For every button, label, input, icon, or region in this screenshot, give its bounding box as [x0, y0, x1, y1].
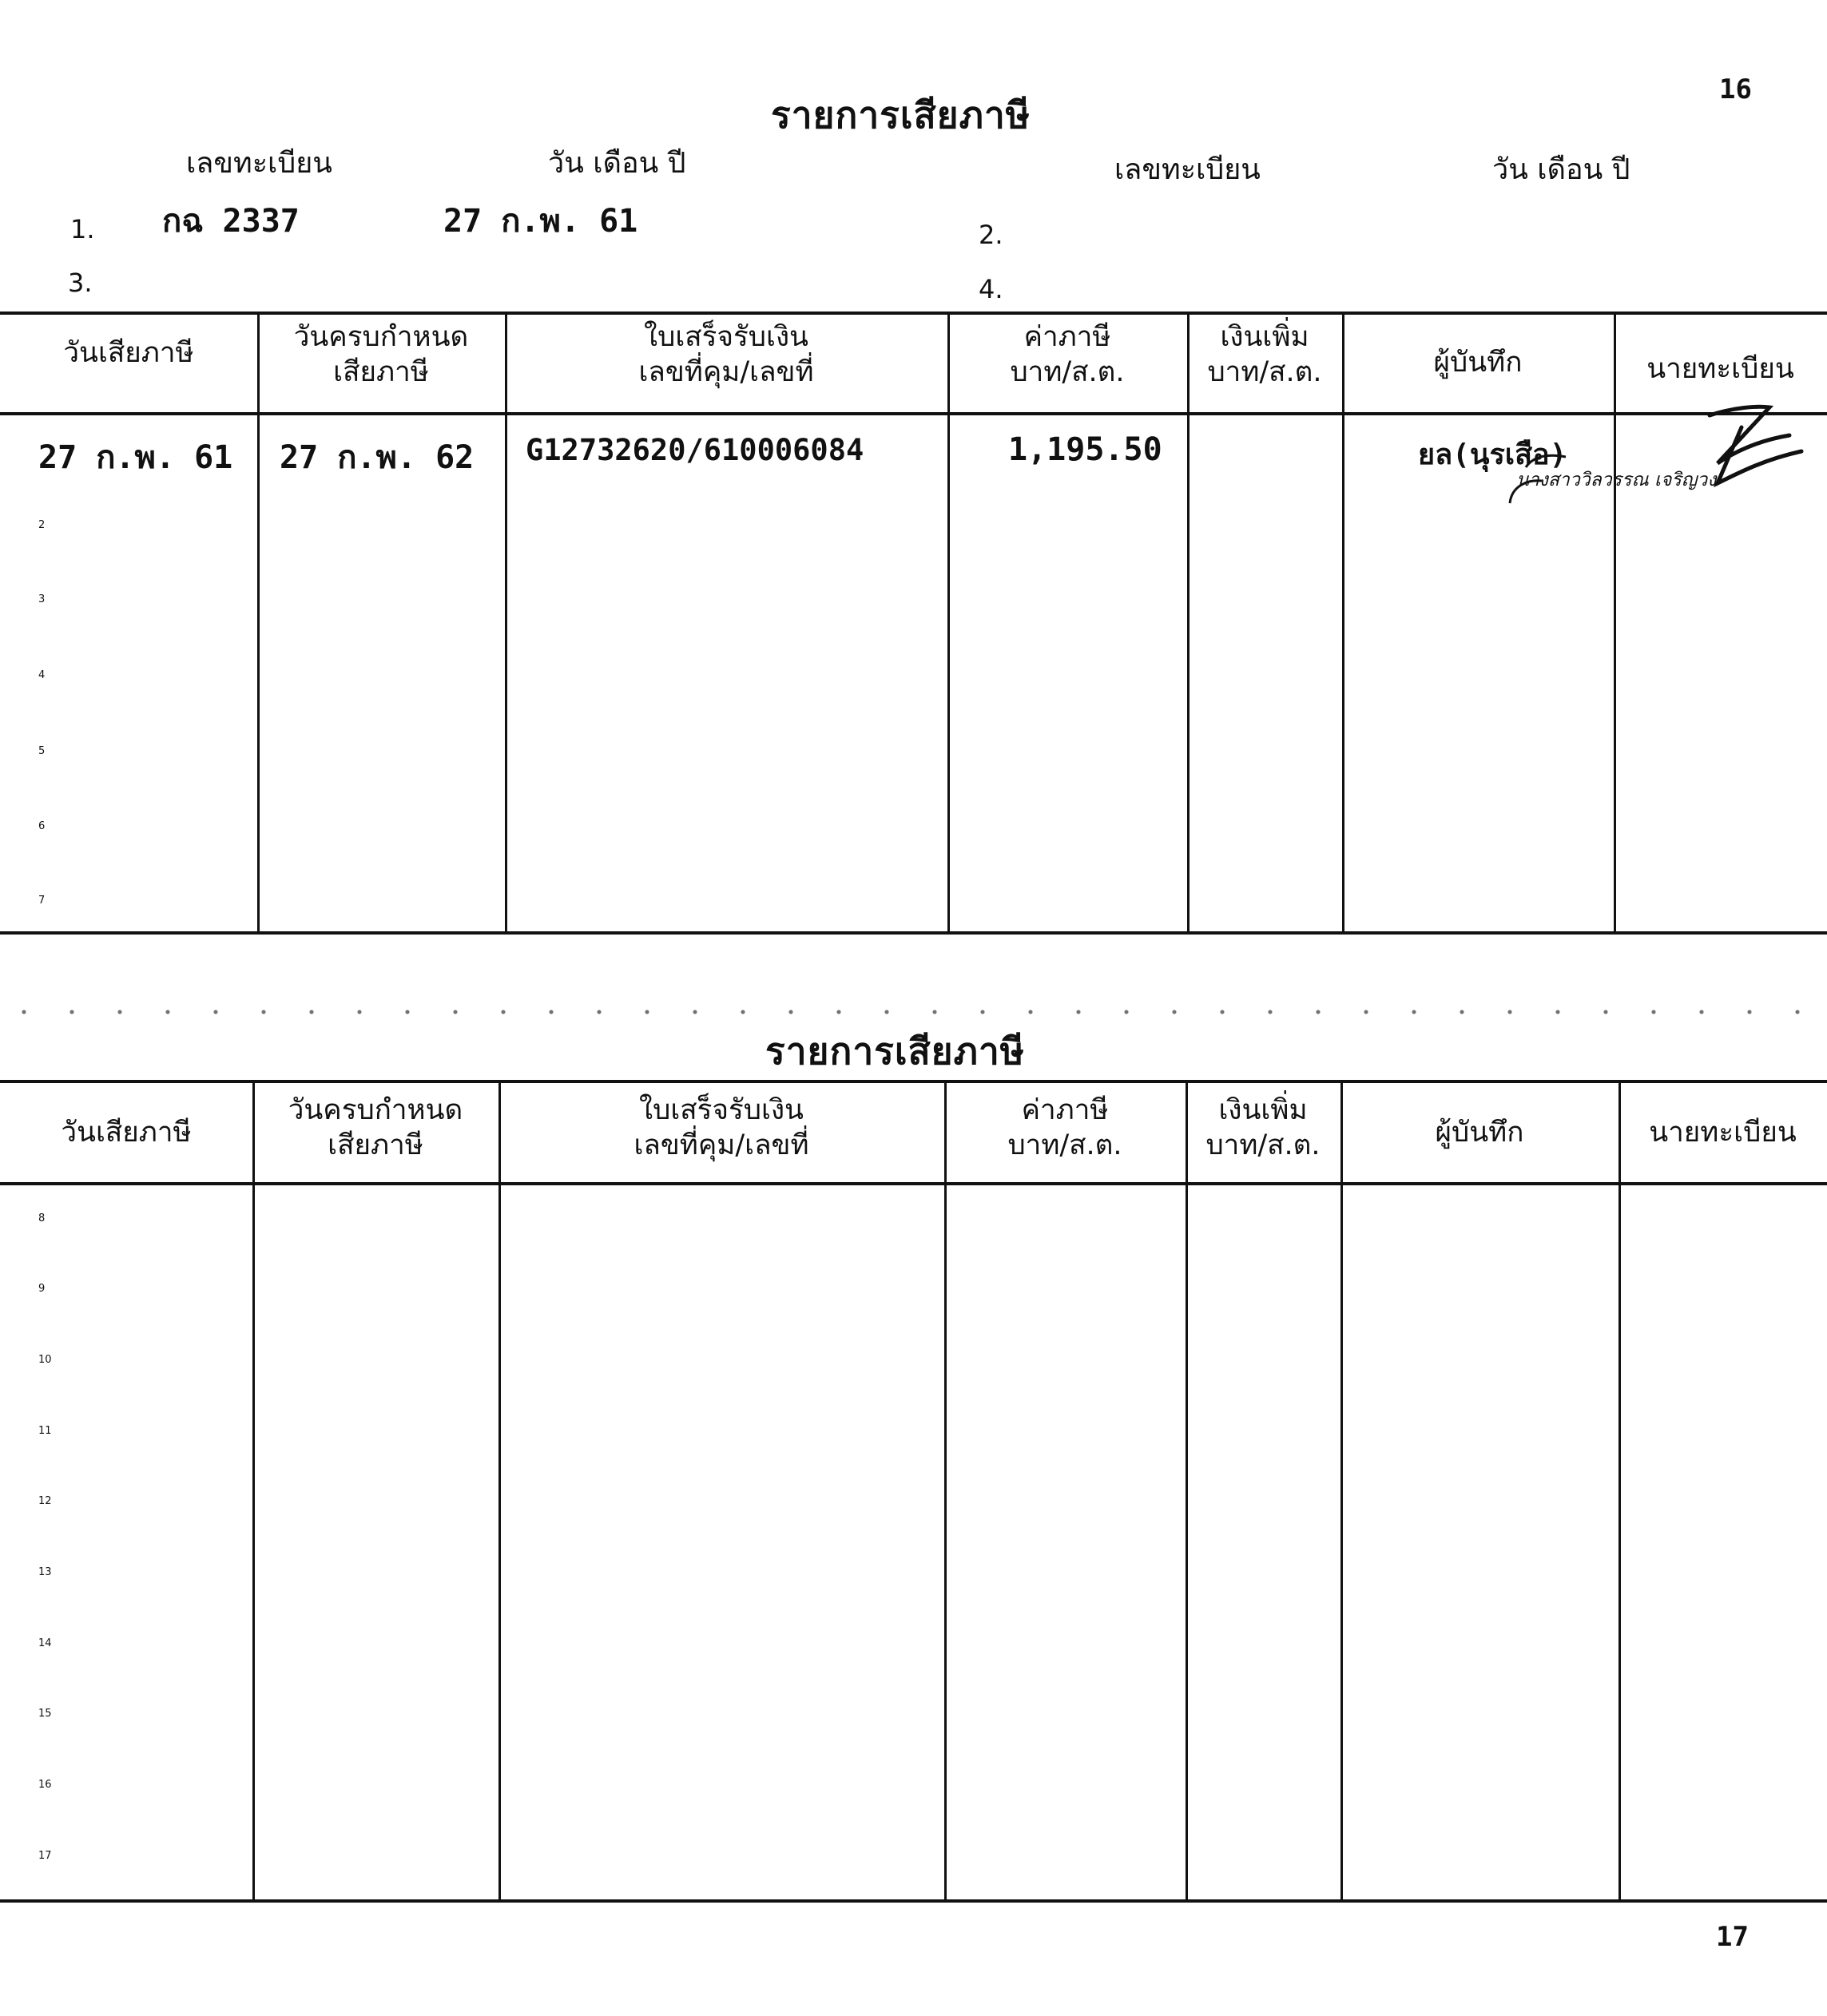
header-due-date-line2: เสียภาษี — [328, 1129, 423, 1161]
header-extra — [1186, 1093, 1340, 1163]
page-title: รายการเสียภาษี — [771, 93, 1031, 137]
header-due-date-line1: วันครบกำหนด — [293, 321, 469, 353]
header-due-date-line2: เสียภาษี — [333, 356, 429, 388]
page-number-top: 16 — [1719, 73, 1752, 105]
page-number-bottom: 17 — [1716, 1921, 1749, 1953]
row-number: 14 — [38, 1637, 52, 1649]
header-receipt-line2: เลขที่คุม/เลขที่ — [638, 356, 814, 388]
row-number: 5 — [38, 745, 46, 757]
entry-4-number: 4. — [979, 274, 1003, 304]
header-receipt-line1: ใบเสร็จรับเงิน — [639, 1094, 804, 1126]
signature-image — [1502, 391, 1821, 511]
header-due-date-line1: วันครบกำหนด — [288, 1094, 463, 1126]
row-number: 9 — [38, 1283, 46, 1295]
date-label-right: วัน เดือน ปี — [1492, 153, 1630, 186]
header-tax-line2: บาท/ส.ต. — [1010, 356, 1125, 388]
divider-dots — [0, 1006, 1827, 1018]
reg-label-right: เลขทะเบียน — [1114, 153, 1261, 186]
header-due-date — [257, 319, 505, 390]
header-tax-line1: ค่าภาษี — [1023, 321, 1111, 353]
row-number: 6 — [38, 820, 46, 832]
second-title: รายการเสียภาษี — [765, 1030, 1026, 1073]
header-tax — [944, 1093, 1186, 1163]
header-extra — [1187, 319, 1342, 390]
header-extra-line2: บาท/ส.ต. — [1207, 356, 1322, 388]
header-receipt — [498, 1093, 944, 1163]
row-number: 16 — [38, 1779, 52, 1791]
row-number: 10 — [38, 1354, 52, 1366]
row-number: 11 — [38, 1425, 52, 1437]
row1-registrar-name: นางสาววิลวรรณ เจริญวง — [1516, 470, 1717, 490]
entry-1-date: 27 ก.พ. 61 — [443, 203, 638, 240]
header-receipt-line2: เลขที่คุม/เลขที่ — [633, 1129, 809, 1161]
entry-2-number: 2. — [979, 220, 1003, 250]
row-number: 3 — [38, 593, 46, 605]
row-number: 15 — [38, 1708, 52, 1720]
header-registrar: นายทะเบียน — [1649, 1117, 1797, 1149]
header-due-date — [252, 1093, 498, 1163]
header-tax-line2: บาท/ส.ต. — [1007, 1129, 1122, 1161]
row-number: 12 — [38, 1495, 52, 1507]
date-label-left: วัน เดือน ปี — [548, 147, 686, 180]
entry-1-reg: กฉ 2337 — [162, 203, 300, 240]
header-extra-line1: เงินเพิ่ม — [1218, 1094, 1308, 1126]
row-number: 4 — [38, 669, 46, 681]
header-recorder: ผู้บันทึก — [1435, 1117, 1524, 1149]
row1-pay-date: 27 ก.พ. 61 — [38, 439, 233, 476]
header-pay-date: วันเสียภาษี — [63, 337, 194, 369]
header-extra-line1: เงินเพิ่ม — [1220, 321, 1309, 353]
header-pay-date: วันเสียภาษี — [61, 1117, 192, 1149]
header-recorder: ผู้บันทึก — [1433, 347, 1523, 379]
row-number: 13 — [38, 1566, 52, 1578]
header-tax — [947, 319, 1187, 390]
row1-receipt: G12732620/610006084 — [526, 433, 864, 467]
row-number: 2 — [38, 519, 46, 531]
reg-label-left: เลขทะเบียน — [186, 147, 332, 180]
row1-due-date: 27 ก.พ. 62 — [280, 439, 475, 476]
entry-3-number: 3. — [68, 268, 93, 298]
row1-tax: 1,195.50 — [1008, 431, 1162, 468]
header-receipt-line1: ใบเสร็จรับเงิน — [644, 321, 808, 353]
entry-1-number: 1. — [70, 214, 95, 244]
row1-recorder: ยล(นุรเสือ) — [1418, 439, 1567, 471]
row-number: 8 — [38, 1212, 46, 1224]
header-registrar: นายทะเบียน — [1646, 353, 1794, 385]
header-receipt — [505, 319, 947, 390]
header-extra-line2: บาท/ส.ต. — [1205, 1129, 1321, 1161]
header-tax-line1: ค่าภาษี — [1021, 1094, 1109, 1126]
row-number: 7 — [38, 895, 46, 907]
row-number: 17 — [38, 1850, 52, 1862]
